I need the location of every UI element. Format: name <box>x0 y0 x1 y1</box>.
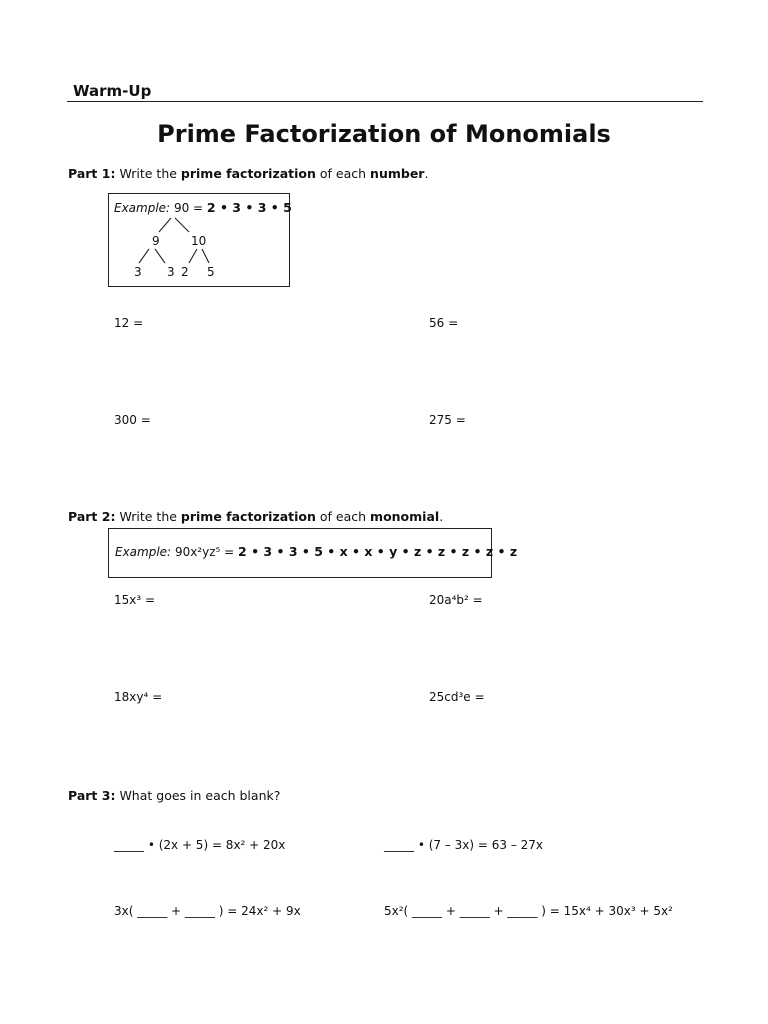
part3-problem-3: 3x( _____ + _____ ) = 24x² + 9x <box>114 904 301 918</box>
tree-node-3a: 3 <box>134 265 142 279</box>
part1-label: Part 1: <box>68 166 116 181</box>
part1-text-3: . <box>424 166 429 181</box>
worksheet-header-label: Warm-Up <box>73 82 152 100</box>
part2-label: Part 2: <box>68 509 116 524</box>
part2-bold-2: monomial <box>370 509 440 524</box>
part2-problem-2: 20a⁴b² = <box>429 593 483 607</box>
part1-example-answer: 2 • 3 • 3 • 5 <box>206 200 292 215</box>
part3-text: What goes in each blank? <box>119 788 281 803</box>
part2-bold-1: prime factorization <box>180 509 316 524</box>
part2-problem-3: 18xy⁴ = <box>114 690 163 704</box>
part1-text-1: Write the <box>119 166 181 181</box>
part3-problem-1: _____ • (2x + 5) = 8x² + 20x <box>114 838 286 852</box>
part3-label: Part 3: <box>68 788 116 803</box>
part3-problem-4: 5x²( _____ + _____ + _____ ) = 15x⁴ + 30x³ + 5x² <box>384 904 673 918</box>
part1-example-box <box>108 193 290 287</box>
tree-node-3b: 3 <box>167 265 175 279</box>
part3-problem-2: _____ • (7 – 3x) = 63 – 27x <box>384 838 544 852</box>
part1-instructions <box>68 166 428 181</box>
part1-text-2: of each <box>315 166 371 181</box>
part2-example-answer: 2 • 3 • 3 • 5 • x • x • y • z • z • z • z • z <box>238 544 518 559</box>
part2-example-label: Example: <box>115 545 172 559</box>
tree-node-2: 2 <box>181 265 189 279</box>
part1-problem-2: 56 = <box>429 316 459 330</box>
part2-problem-4: 25cd³e = <box>429 690 485 704</box>
part1-problem-4: 275 = <box>429 413 466 427</box>
part1-problem-3: 300 = <box>114 413 151 427</box>
header-rule <box>67 101 703 102</box>
part2-example-expr: 90x²yz⁵ = <box>174 545 235 559</box>
part2-text-3: . <box>439 509 444 524</box>
part1-bold-1: prime factorization <box>180 166 316 181</box>
part2-problem-1: 15x³ = <box>114 593 156 607</box>
part1-bold-2: number <box>370 166 425 181</box>
part2-instructions <box>68 509 443 524</box>
part1-example-label: Example: <box>114 201 171 215</box>
part2-text-2: of each <box>315 509 371 524</box>
part2-example-box <box>108 528 518 578</box>
tree-node-9: 9 <box>152 234 160 248</box>
tree-node-10: 10 <box>191 234 207 248</box>
part2-example-line <box>115 544 517 559</box>
part3-instructions <box>68 788 280 803</box>
part1-problem-1: 12 = <box>114 316 144 330</box>
part2-text-1: Write the <box>119 509 181 524</box>
page-title: Prime Factorization of Monomials <box>157 120 611 148</box>
part1-example-expr: 90 = <box>173 201 204 215</box>
tree-node-5: 5 <box>207 265 215 279</box>
